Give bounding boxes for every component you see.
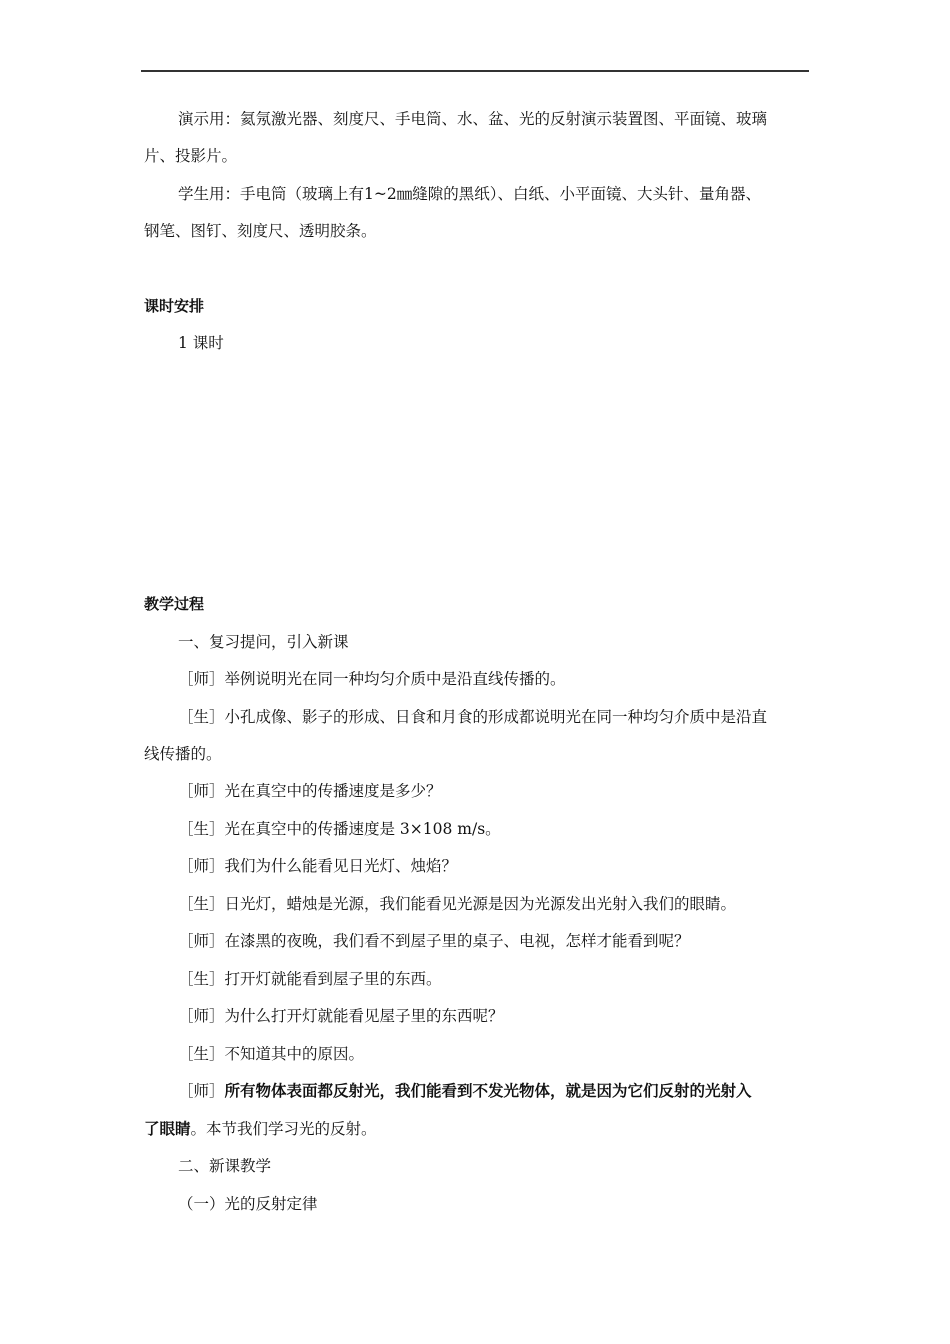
dialogue-line: ［师］光在真空中的传播速度是多少？ [178,782,442,800]
dialogue-line: ［生］打开灯就能看到屋子里的东西。 [178,970,442,988]
dialogue-line: ［生］日光灯，蜡烛是光源，我们能看见光源是因为光源发出光射入我们的眼睛。 [178,895,737,913]
dialogue-line: ［生］不知道其中的原因。 [178,1045,365,1063]
final-dialogue-line-1 [178,1080,752,1102]
section-new-lesson: 二、新课教学 [178,1157,272,1175]
demo-materials-line-2: 片、投影片。 [144,147,238,165]
student-materials-line-2: 钢笔、图钉、刻度尺、透明胶条。 [144,222,377,240]
dialogue-line: ［师］为什么打开灯就能看见屋子里的东西呢？ [178,1007,504,1025]
dialogue-line: ［师］我们为什么能看见日光灯、烛焰？ [178,857,458,875]
subsection-reflection-law: （一）光的反射定律 [178,1195,318,1213]
dialogue-line: ［生］光在真空中的传播速度是 3×108 m/s。 [178,820,501,838]
final-speaker: ［师］ [178,1082,225,1100]
dialogue-line: ［师］在漆黑的夜晚，我们看不到屋子里的桌子、电视，怎样才能看到呢？ [178,932,690,950]
dialogue-line: 线传播的。 [144,745,222,763]
final-tail-text: 。本节我们学习光的反射。 [190,1120,377,1138]
final-dialogue-line-2 [144,1118,377,1140]
schedule-value: 1 课时 [178,334,224,352]
student-materials-line-1: 学生用：手电筒（玻璃上有1~2㎜缝隙的黑纸）、白纸、小平面镜、大头针、量角器、 [178,185,761,203]
process-heading: 教学过程 [144,595,205,613]
dialogue-line: ［生］小孔成像、影子的形成、日食和月食的形成都说明光在同一种均匀介质中是沿直 [178,708,768,726]
demo-materials-line-1: 演示用：氦氖激光器、刻度尺、手电筒、水、盆、光的反射演示装置图、平面镜、玻璃 [178,110,768,128]
section-review: 一、复习提问，引入新课 [178,633,349,651]
final-bold-text-1: 所有物体表面都反射光，我们能看到不发光物体，就是因为它们反射的光射入 [224,1082,752,1100]
dialogue-line: ［师］举例说明光在同一种均匀介质中是沿直线传播的。 [178,670,566,688]
schedule-heading: 课时安排 [144,297,205,315]
header-rule [141,70,809,72]
final-bold-text-2: 了眼睛 [144,1120,191,1138]
